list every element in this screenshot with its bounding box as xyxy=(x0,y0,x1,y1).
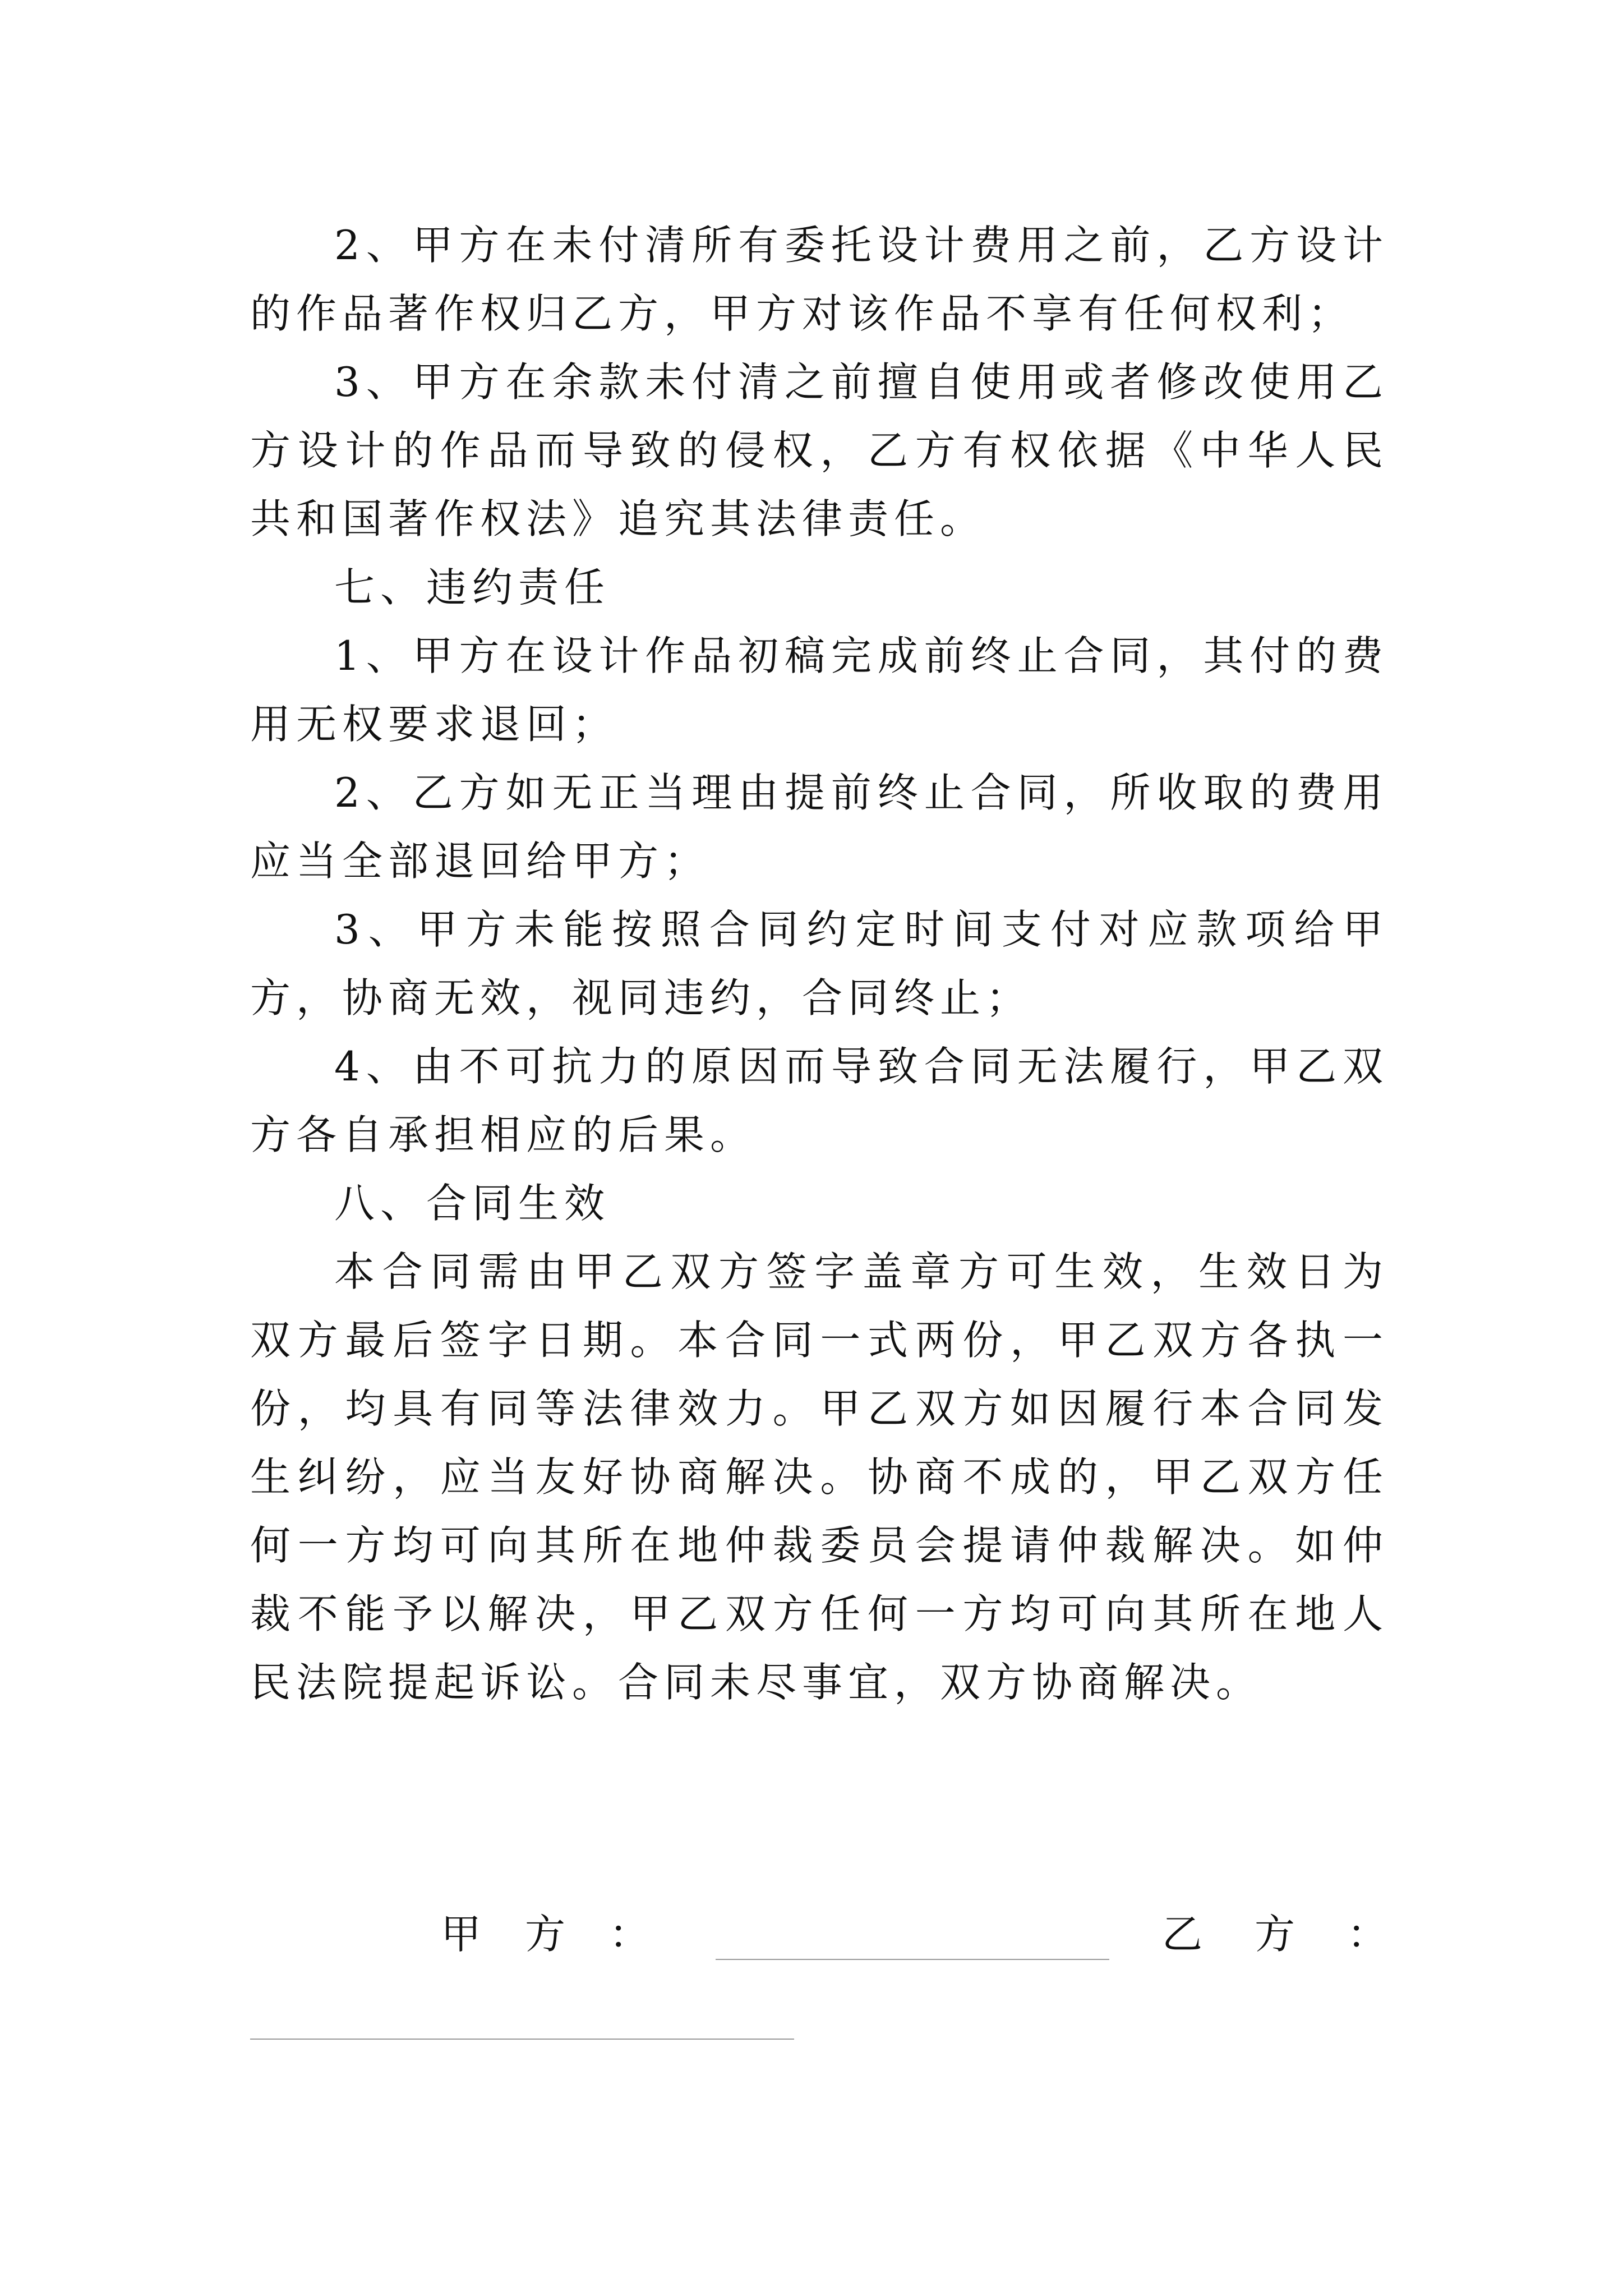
breach-clause-1: 1、甲方在设计作品初稿完成前终止合同，其付的费用无权要求退回； xyxy=(250,632,1389,748)
effect-clause: 本合同需由甲乙双方签字盖章方可生效，生效日为双方最后签字日期。本合同一式两份，甲乙双方各执一份，均具有同等法律效力。甲乙双方如因履行本合同发生纠纷，应当友好协商解决。协商不成的，甲乙双方任何一方均可向其所在地仲裁委员会提请仲裁解决。如仲裁不能予以解决，甲乙双方任何一方均可向其所在地人民法院提起诉讼。合同未尽事宜，双方协商解决。 xyxy=(250,1248,1389,1706)
signature-row xyxy=(250,1901,1389,1968)
breach-clause-4: 4、由不可抗力的原因而导致合同无法履行，甲乙双方各自承担相应的后果。 xyxy=(250,1043,1389,1158)
party-a-char-1: 甲 xyxy=(441,1911,482,1958)
breach-clause-2: 2、乙方如无正当理由提前终止合同，所收取的费用应当全部退回给甲方； xyxy=(250,769,1389,885)
party-b-label xyxy=(1162,1901,1387,1968)
party-a-label xyxy=(441,1901,649,1968)
breach-clause-3: 3、甲方未能按照合同约定时间支付对应款项给甲方，协商无效，视同违约，合同终止； xyxy=(250,906,1389,1022)
party-a-signature-line xyxy=(716,1959,1109,1960)
party-b-char-1: 乙 xyxy=(1162,1911,1203,1958)
party-b-char-2: 方 xyxy=(1255,1911,1295,1958)
party-a-colon: ： xyxy=(609,1911,650,1958)
clause-3-infringement: 3、甲方在余款未付清之前擅自使用或者修改使用乙方设计的作品而导致的侵权，乙方有权依据《中华人民共和国著作权法》追究其法律责任。 xyxy=(250,358,1389,542)
contract-body xyxy=(250,211,1389,1717)
party-a-char-2: 方 xyxy=(525,1911,566,1958)
party-b-signature-line xyxy=(250,2039,794,2040)
clause-2-copyright: 2、甲方在未付清所有委托设计费用之前，乙方设计的作品著作权归乙方，甲方对该作品不享有任何权利； xyxy=(250,222,1389,337)
party-b-colon: ： xyxy=(1347,1911,1388,1958)
section-heading-effect: 八、合同生效 xyxy=(334,1180,611,1227)
section-heading-breach: 七、违约责任 xyxy=(334,564,611,611)
